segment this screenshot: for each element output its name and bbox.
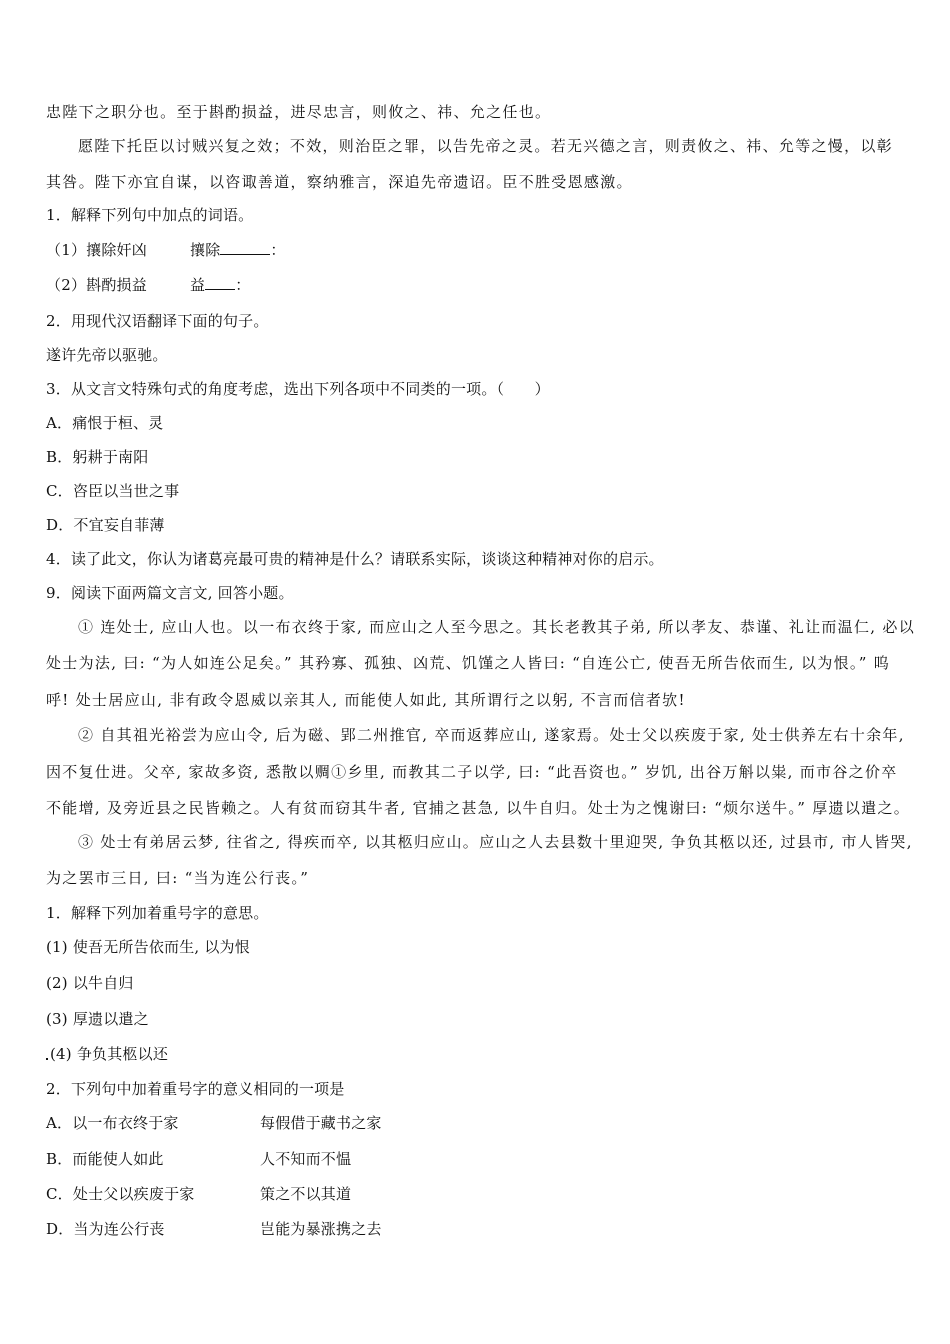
- option-right: 岂能为暴涨携之去: [260, 1220, 382, 1238]
- section-9-question-1-item: (2) 以牛自归: [46, 974, 134, 992]
- question-2-stem: 2．用现代汉语翻译下面的句子。: [46, 312, 269, 330]
- section-9-question-2-stem: 2．下列句中加着重号字的意义相同的一项是: [46, 1080, 345, 1098]
- passage-paragraph-2-line: 因不复仕进。父卒, 家故多资, 悉散以赒①乡里, 而教其二子以学, 曰: “此吾资也。” 岁饥, 出谷万斛以粜, 而市谷之价卒: [46, 763, 898, 781]
- section-9-question-1-item: (4) 争负其柩以还: [50, 1045, 169, 1063]
- colon: ：: [235, 276, 251, 294]
- item-label: （2）斟酌损益: [46, 276, 147, 294]
- option-right: 每假借于藏书之家: [260, 1114, 382, 1132]
- stray-dot-mark: [46, 1058, 48, 1060]
- question-3-option-d: D．不宜妄自菲薄: [46, 516, 165, 534]
- question-3-option-c: C．咨臣以当世之事: [46, 482, 180, 500]
- answer-slot: [190, 240, 286, 260]
- question-1-stem: 1．解释下列句中加点的词语。: [46, 206, 254, 224]
- option-right: 人不知而不愠: [260, 1150, 352, 1168]
- section-9-question-2-option-b: [46, 1149, 352, 1169]
- option-left: D．当为连公行丧: [46, 1220, 165, 1238]
- passage-line: 其咎。陛下亦宜自谋，以咨诹善道，察纳雅言，深追先帝遗诏。臣不胜受恩感激。: [46, 173, 633, 191]
- passage-paragraph-2-line: ② 自其祖光裕尝为应山令, 后为磁、郢二州推官, 卒而返葬应山, 遂家焉。处士父以疾废于家, 处士供养左右十余年,: [78, 726, 905, 744]
- question-1-item-1: [46, 240, 286, 260]
- question-3-option-a: A．痛恨于桓、灵: [46, 414, 164, 432]
- section-9-question-2-option-a: [46, 1113, 382, 1133]
- target-word: 攘除: [190, 241, 221, 259]
- passage-paragraph-3-line: 为之罢市三日, 曰: “当为连公行丧。”: [46, 869, 310, 887]
- passage-paragraph-3-line: ③ 处士有弟居云梦, 往省之, 得疾而卒, 以其柩归应山。应山之人去县数十里迎哭, 争负其柩以还, 过县市, 市人皆哭,: [78, 833, 913, 851]
- item-label: （1）攘除奸凶: [46, 241, 147, 259]
- colon: ：: [270, 241, 286, 259]
- target-word: 益: [190, 276, 206, 294]
- answer-slot: [190, 275, 250, 295]
- question-3-stem: 3．从文言文特殊句式的角度考虑，选出下列各项中不同类的一项。（ ）: [46, 380, 550, 398]
- option-left: A．以一布衣终于家: [46, 1114, 179, 1132]
- option-left: B．而能使人如此: [46, 1150, 164, 1168]
- section-9-title: 9．阅读下面两篇文言文, 回答小题。: [46, 584, 294, 602]
- passage-paragraph-2-line: 不能增, 及旁近县之民皆赖之。人有贫而窃其牛者, 官捕之甚急, 以牛自归。处士为之愧谢曰: “烦尔送牛。” 厚遗以遣之。: [46, 799, 911, 817]
- question-2-sentence: 遂许先帝以驱驰。: [46, 346, 168, 364]
- passage-line: 愿陛下托臣以讨贼兴复之效；不效，则治臣之罪，以告先帝之灵。若无兴德之言，则责攸之、祎、允等之慢，以彰: [78, 137, 894, 155]
- answer-blank[interactable]: [205, 275, 235, 290]
- passage-paragraph-1-line: ① 连处士, 应山人也。以一布衣终于家, 而应山之人至今思之。其长老教其子弟, 所以孝友、恭谨、礼让而温仁, 必以: [78, 618, 916, 636]
- option-right: 策之不以其道: [260, 1185, 352, 1203]
- option-left: C．处士父以疾废于家: [46, 1185, 195, 1203]
- passage-paragraph-1-line: 呼! 处士居应山, 非有政令恩威以亲其人, 而能使人如此, 其所谓行之以躬, 不言而信者欤!: [46, 691, 686, 709]
- passage-paragraph-1-line: 处士为法, 曰: “为人如连公足矣。” 其矜寡、孤独、凶荒、饥馑之人皆曰: “自连公亡, 使吾无所告依而生, 以为恨。” 呜: [46, 654, 891, 672]
- section-9-question-2-option-c: [46, 1184, 352, 1204]
- question-4-stem: 4．读了此文，你认为诸葛亮最可贵的精神是什么？请联系实际，谈谈这种精神对你的启示。: [46, 550, 664, 568]
- question-3-option-b: B．躬耕于南阳: [46, 448, 149, 466]
- section-9-question-1-item: (1) 使吾无所告依而生, 以为恨: [46, 938, 250, 956]
- section-9-question-1-item: (3) 厚遗以遣之: [46, 1010, 149, 1028]
- answer-blank[interactable]: [220, 240, 270, 255]
- section-9-question-2-option-d: [46, 1219, 382, 1239]
- question-1-item-2: [46, 275, 251, 295]
- passage-line: 忠陛下之职分也。至于斟酌损益，进尽忠言，则攸之、祎、允之任也。: [46, 103, 552, 121]
- section-9-question-1-stem: 1．解释下列加着重号字的意思。: [46, 904, 269, 922]
